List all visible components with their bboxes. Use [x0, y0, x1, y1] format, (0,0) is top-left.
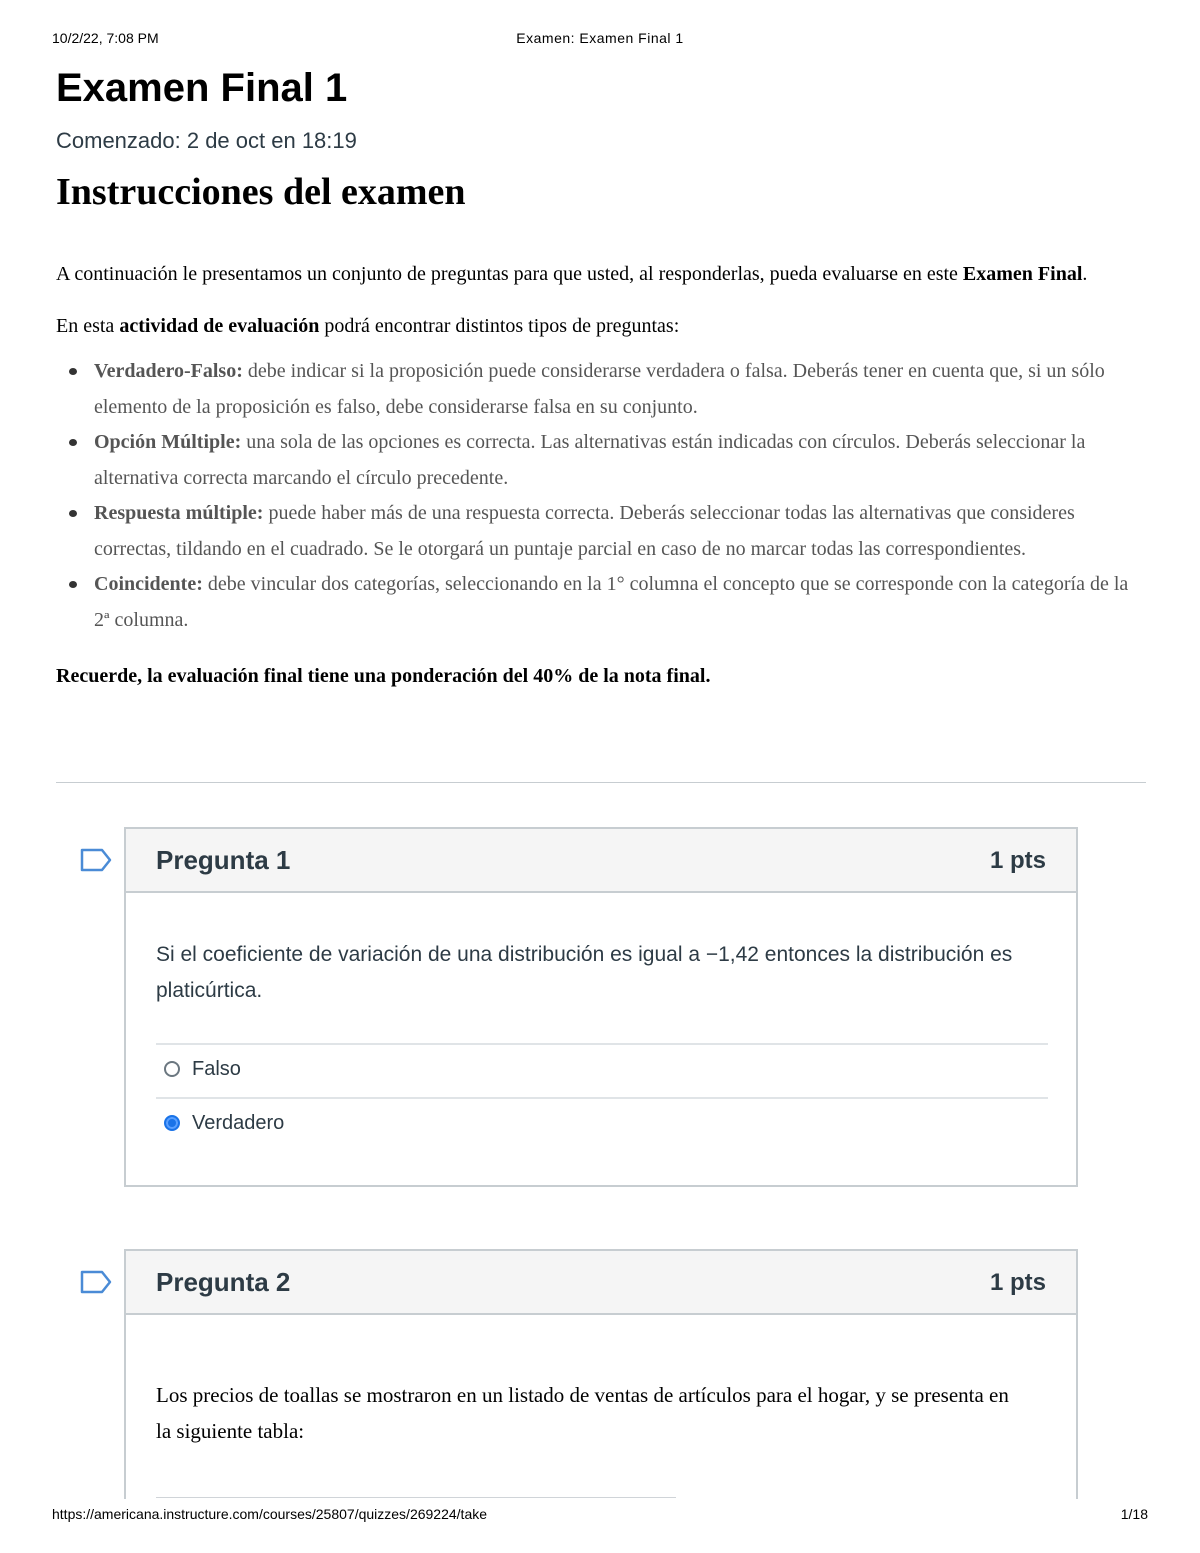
types-intro-end: podrá encontrar distintos tipos de preguntas: [319, 315, 680, 337]
answer-list [156, 1043, 1048, 1151]
question-points: 1 pts [989, 1269, 1046, 1296]
question-name: Pregunta 1 [156, 845, 291, 875]
list-item [94, 567, 1146, 638]
type-desc: debe indicar si la proposición puede considerarse verdadera o falsa. Deberás tener en cuenta que, si un sólo elemento de la proposición es falso, debe considerarse falsa en su conjunto. [94, 360, 1105, 418]
instructions-heading: Instrucciones del examen [56, 171, 466, 213]
question-2 [124, 1249, 1078, 1499]
print-date: 10/2/22, 7:08 PM [52, 30, 159, 46]
question-types-list [56, 354, 1146, 638]
list-item [94, 354, 1146, 425]
print-footer [52, 1506, 1148, 1526]
bookmark-flag-icon[interactable] [80, 848, 112, 872]
print-document-title: Examen: Examen Final 1 [516, 30, 684, 46]
type-name: Coincidente: [94, 573, 203, 595]
radio-unchecked-icon[interactable] [164, 1061, 180, 1077]
type-desc: puede haber más de una respuesta correcta. Deberás seleccionar todas las alternativas que consideres correctas, tildando en el cuadrado. Se le otorgará un puntaje parcial en caso de no marcar todas las correspondientes. [94, 502, 1075, 560]
answer-label[interactable]: Verdadero [192, 1112, 285, 1134]
radio-checked-icon[interactable] [164, 1115, 180, 1131]
intro-bold: Examen Final [962, 263, 1083, 285]
question-name: Pregunta 2 [156, 1267, 291, 1297]
list-item [94, 425, 1146, 496]
print-url: https://americana.instructure.com/courses/25807/quizzes/269224/take [52, 1506, 488, 1522]
intro-text: A continuación le presentamos un conjunto de preguntas para que usted, al responderlas, pueda evaluarse en este [56, 263, 963, 285]
instructions-intro [56, 256, 1146, 292]
bookmark-flag-icon[interactable] [80, 1270, 112, 1294]
types-intro-text: En esta [56, 315, 120, 337]
table-top-border [156, 1497, 676, 1498]
type-desc: una sola de las opciones es correcta. Las alternativas están indicadas con círculos. Deberás seleccionar la alternativa correcta marcando el círculo precedente. [94, 431, 1086, 489]
question-1 [124, 827, 1078, 1187]
started-timestamp: Comenzado: 2 de oct en 18:19 [56, 128, 357, 153]
answer-label[interactable]: Falso [192, 1058, 241, 1080]
question-text: Si el coeficiente de variación de una distribución es igual a −1,42 entonces la distribución es platicúrtica. [156, 943, 1013, 1002]
question-header [126, 1251, 1076, 1315]
quiz-content [56, 62, 1146, 694]
type-name: Respuesta múltiple: [94, 502, 264, 524]
question-points: 1 pts [989, 847, 1046, 874]
instructions-reminder: Recuerde, la evaluación final tiene una ponderación del 40% de la nota final. [56, 665, 711, 687]
type-name: Opción Múltiple: [94, 431, 242, 453]
question-header [126, 829, 1076, 893]
page-title: Examen Final 1 [56, 66, 348, 110]
intro-end: . [1082, 263, 1088, 285]
type-desc: debe vincular dos categorías, seleccionando en la 1° columna el concepto que se corresponde con la categoría de la 2ª columna. [94, 573, 1129, 631]
list-item [94, 496, 1146, 567]
answer-option-falso[interactable] [156, 1043, 1048, 1097]
types-intro-bold: actividad de evaluación [119, 315, 320, 337]
instructions-types-intro [56, 308, 1146, 344]
print-header [52, 30, 1148, 50]
divider [56, 782, 1146, 783]
question-text: Los precios de toallas se mostraron en un listado de ventas de artículos para el hogar, y se presenta en la siguiente tabla: [156, 1383, 1009, 1443]
answer-option-verdadero[interactable] [156, 1097, 1048, 1151]
page-number: 1/18 [1120, 1506, 1148, 1522]
type-name: Verdadero-Falso: [94, 360, 243, 382]
